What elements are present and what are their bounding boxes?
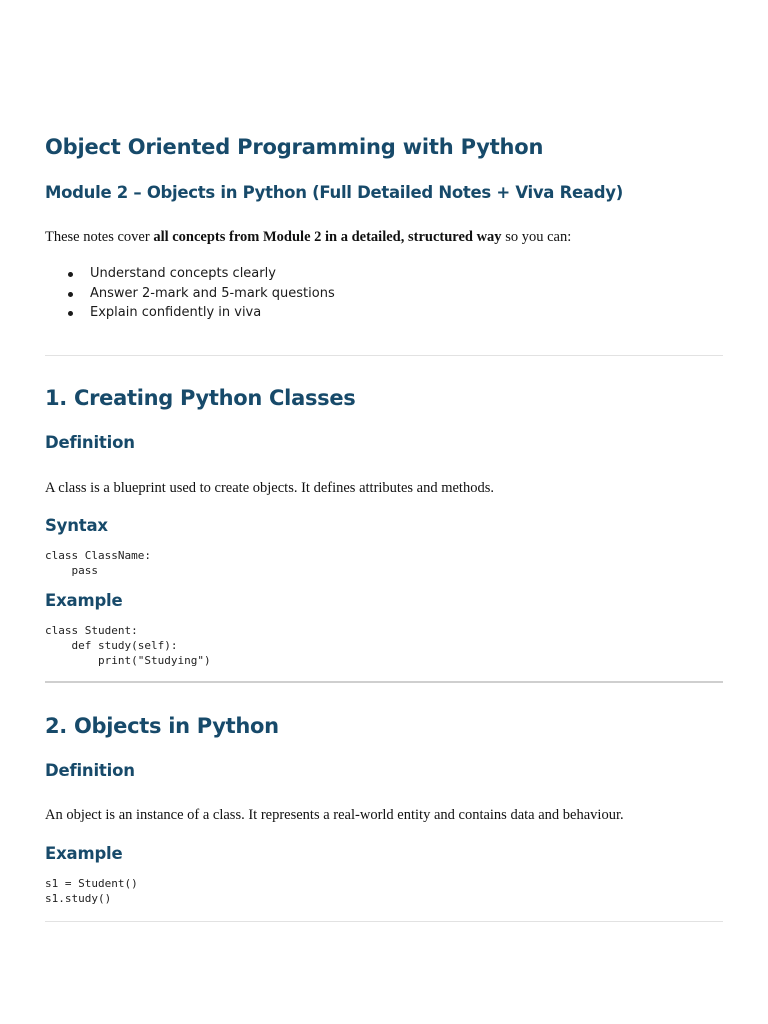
definition-heading: Definition (45, 761, 135, 780)
bullet-text: Explain confidently in viva (90, 305, 262, 320)
definition-heading: Definition (45, 433, 135, 452)
example-heading: Example (45, 844, 123, 863)
intro-suffix: so you can: (501, 229, 572, 245)
intro-prefix: These notes cover (45, 229, 154, 245)
syntax-heading: Syntax (45, 516, 108, 535)
bullet-item (45, 303, 335, 323)
intro-bold: all concepts from Module 2 in a detailed, structured way (153, 229, 502, 245)
example-code-block: s1 = Student() s1.study() (45, 877, 138, 905)
bullet-text: Understand concepts clearly (90, 266, 276, 281)
intro-bullet-list (45, 264, 335, 323)
section-divider (45, 355, 723, 356)
bullet-dot-icon (68, 272, 73, 277)
bullet-dot-icon (68, 292, 73, 297)
bullet-text: Answer 2-mark and 5-mark questions (90, 285, 335, 301)
example-code-block: class Student: def study(self): print("Studying") (45, 624, 211, 667)
definition-text: A class is a blueprint used to create objects. It defines attributes and methods. (45, 480, 494, 496)
bullet-item (45, 264, 335, 284)
section-divider (45, 681, 723, 683)
section-divider (45, 921, 723, 922)
document-title: Object Oriented Programming with Python (45, 135, 544, 159)
section-heading-classes: 1. Creating Python Classes (45, 386, 356, 410)
bullet-item (45, 284, 335, 304)
syntax-code-block: class ClassName: pass (45, 549, 151, 577)
definition-text: An object is an instance of a class. It represents a real-world entity and contains data and behaviour. (45, 807, 624, 823)
example-heading: Example (45, 591, 123, 610)
intro-paragraph (45, 229, 571, 246)
section-heading-objects: 2. Objects in Python (45, 714, 279, 738)
document-subtitle: Module 2 – Objects in Python (Full Detailed Notes + Viva Ready) (45, 183, 623, 202)
bullet-dot-icon (68, 311, 73, 316)
